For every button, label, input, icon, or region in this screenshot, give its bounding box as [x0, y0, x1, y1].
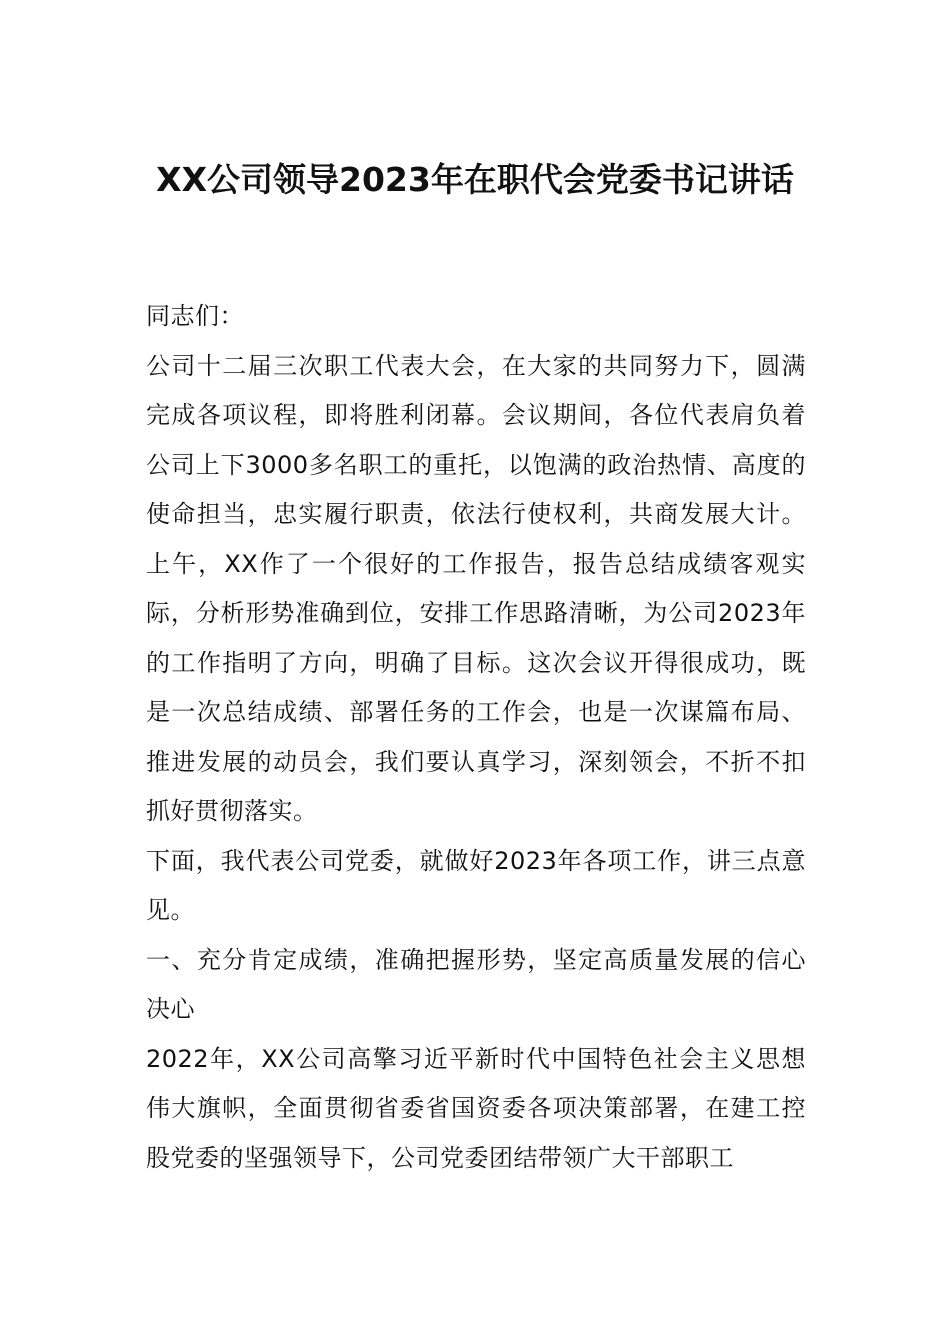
paragraph-2022-review: 2022年，XX公司高擎习近平新时代中国特色社会主义思想伟大旗帜，全面贯彻省委省国资委各项决策部署，在建工控股党委的坚强领导下，公司党委团结带领广大干部职工	[146, 1044, 806, 1172]
paragraph-intro-points: 下面，我代表公司党委，就做好2023年各项工作，讲三点意见。	[146, 846, 806, 924]
section-heading-one: 一、充分肯定成绩，准确把握形势，坚定高质量发展的信心决心	[146, 945, 806, 1023]
salutation: 同志们：	[146, 302, 244, 330]
document-title: XX公司领导2023年在职代会党委书记讲话	[156, 160, 794, 199]
document-body	[146, 292, 806, 1183]
paragraph-opening: 公司十二届三次职工代表大会，在大家的共同努力下，圆满完成各项议程，即将胜利闭幕。会议期间，各位代表肩负着公司上下3000多名职工的重托，以饱满的政治热情、高度的使命担当，忠实履行职责，依法行使权利，共商发展大计。上午，XX作了一个很好的工作报告，报告总结成绩客观实际，分析形势准确到位，安排工作思路清晰，为公司2023年的工作指明了方向，明确了目标。这次会议开得很成功，既是一次总结成绩、部署任务的工作会，也是一次谋篇布局、推进发展的动员会，我们要认真学习，深刻领会，不折不扣抓好贯彻落实。	[146, 351, 806, 825]
